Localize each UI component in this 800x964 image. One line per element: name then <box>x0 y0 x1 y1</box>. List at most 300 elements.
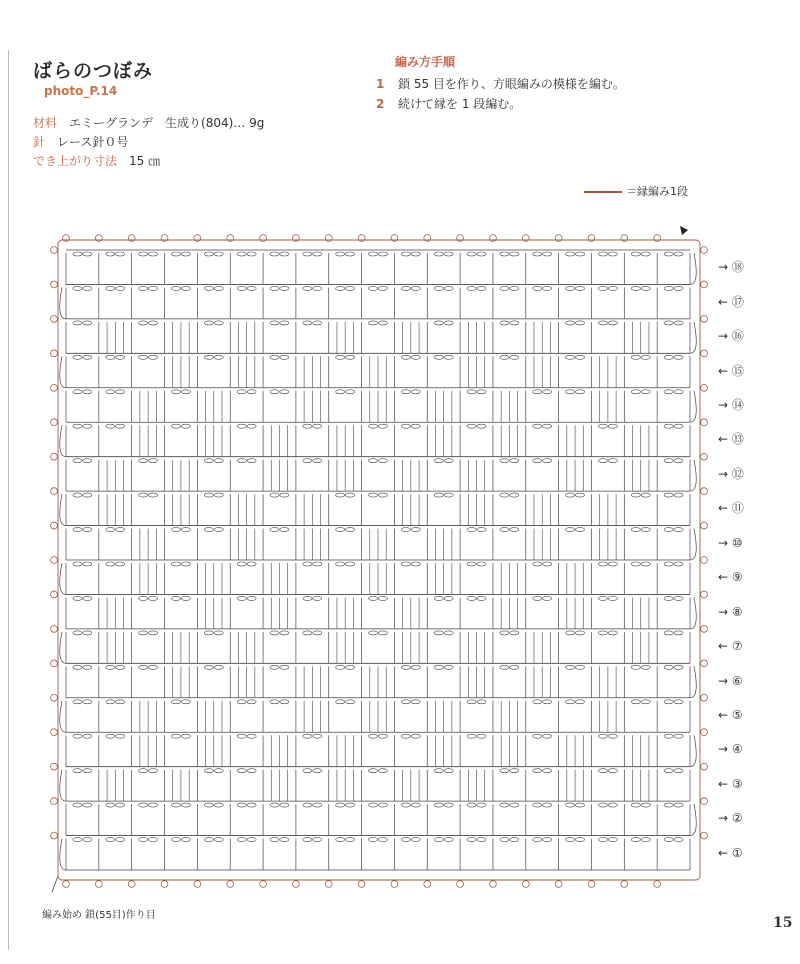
chain-stitch <box>247 769 256 773</box>
chain-stitch <box>510 631 519 635</box>
chain-stitch <box>444 493 453 497</box>
chain-stitch <box>116 665 125 669</box>
picot-stitch <box>701 694 708 701</box>
chain-stitch <box>148 355 157 359</box>
instruction-step <box>376 75 625 92</box>
turning-chain <box>690 735 696 766</box>
chain-stitch <box>566 493 575 497</box>
chain-stitch <box>467 424 476 428</box>
row-label: ← ⑮ <box>718 363 744 378</box>
chain-stitch <box>444 665 453 669</box>
chain-stitch <box>543 734 552 738</box>
chain-stitch <box>434 631 443 635</box>
picot-stitch <box>63 881 70 888</box>
chain-stitch <box>378 424 387 428</box>
chain-stitch <box>336 700 345 704</box>
chain-stitch <box>411 390 420 394</box>
chain-stitch <box>247 424 256 428</box>
chain-stitch <box>575 838 584 842</box>
chain-stitch <box>148 838 157 842</box>
chain-stitch <box>510 493 519 497</box>
chain-stitch <box>533 424 542 428</box>
chain-stitch <box>336 390 345 394</box>
chain-stitch <box>608 838 617 842</box>
chain-stitch <box>467 803 476 807</box>
chain-stitch <box>280 493 289 497</box>
chain-stitch <box>116 562 125 566</box>
picot-stitch <box>701 247 708 254</box>
chain-stitch <box>444 803 453 807</box>
chain-stitch <box>598 838 607 842</box>
chain-stitch <box>598 252 607 256</box>
chain-stitch <box>83 321 92 325</box>
picot-stitch <box>161 881 168 888</box>
chain-stitch <box>73 838 82 842</box>
chain-stitch <box>401 390 410 394</box>
chain-stitch <box>148 631 157 635</box>
chain-stitch <box>270 665 279 669</box>
hook-value: レース針０号 <box>57 135 129 149</box>
chain-stitch <box>477 528 486 532</box>
chain-stitch <box>510 286 519 290</box>
chain-stitch <box>608 769 617 773</box>
chain-stitch <box>575 700 584 704</box>
chain-stitch <box>303 769 312 773</box>
instruction-step <box>376 95 521 112</box>
picot-stitch <box>701 350 708 357</box>
chain-stitch <box>303 252 312 256</box>
chain-stitch <box>148 321 157 325</box>
chain-stitch <box>181 700 190 704</box>
chain-stitch <box>598 596 607 600</box>
chain-stitch <box>73 459 82 463</box>
chain-stitch <box>510 321 519 325</box>
chain-stitch <box>171 803 180 807</box>
chain-stitch <box>664 252 673 256</box>
chain-stitch <box>171 286 180 290</box>
chain-stitch <box>533 596 542 600</box>
picot-stitch <box>325 881 332 888</box>
chain-stitch <box>444 321 453 325</box>
hook-line <box>33 133 128 150</box>
chain-stitch <box>270 631 279 635</box>
chain-stitch <box>181 528 190 532</box>
chain-stitch <box>444 355 453 359</box>
chain-stitch <box>411 562 420 566</box>
chain-stitch <box>598 459 607 463</box>
chain-stitch <box>139 286 148 290</box>
chain-stitch <box>181 562 190 566</box>
chain-stitch <box>106 424 115 428</box>
chain-stitch <box>500 286 509 290</box>
chain-stitch <box>533 390 542 394</box>
chain-stitch <box>83 596 92 600</box>
turning-chain <box>690 597 696 628</box>
chain-stitch <box>510 769 519 773</box>
chain-stitch <box>467 286 476 290</box>
picot-stitch <box>51 453 58 460</box>
chain-stitch <box>214 769 223 773</box>
chain-stitch <box>148 665 157 669</box>
chain-stitch <box>139 596 148 600</box>
chain-stitch <box>247 252 256 256</box>
picot-stitch <box>51 694 58 701</box>
chain-stitch <box>171 700 180 704</box>
chain-stitch <box>148 596 157 600</box>
chain-stitch <box>181 803 190 807</box>
chain-stitch <box>434 838 443 842</box>
chain-stitch <box>664 355 673 359</box>
picot-stitch <box>522 881 529 888</box>
chain-stitch <box>270 321 279 325</box>
chain-stitch <box>83 838 92 842</box>
chain-stitch <box>247 838 256 842</box>
instructions-heading: 編み方手順 <box>395 55 456 69</box>
chain-stitch <box>533 734 542 738</box>
chain-stitch <box>247 803 256 807</box>
chain-stitch <box>237 424 246 428</box>
chain-stitch <box>171 528 180 532</box>
chain-stitch <box>214 803 223 807</box>
chain-stitch <box>368 734 377 738</box>
chain-stitch <box>270 838 279 842</box>
picot-stitch <box>654 881 661 888</box>
turning-chain <box>60 425 66 456</box>
chain-stitch <box>237 459 246 463</box>
chain-stitch <box>500 803 509 807</box>
chain-stitch <box>674 596 683 600</box>
chain-stitch <box>345 355 354 359</box>
chain-stitch <box>73 596 82 600</box>
chain-stitch <box>411 665 420 669</box>
chain-stitch <box>543 803 552 807</box>
chain-stitch <box>631 286 640 290</box>
chain-stitch <box>303 734 312 738</box>
picot-stitch <box>701 453 708 460</box>
chain-stitch <box>368 252 377 256</box>
chain-stitch <box>641 838 650 842</box>
chain-stitch <box>543 838 552 842</box>
chain-stitch <box>510 665 519 669</box>
picot-stitch <box>51 660 58 667</box>
chain-stitch <box>566 252 575 256</box>
chain-stitch <box>664 769 673 773</box>
chain-stitch <box>378 321 387 325</box>
chain-stitch <box>664 459 673 463</box>
chain-stitch <box>270 803 279 807</box>
chain-stitch <box>378 838 387 842</box>
chain-stitch <box>378 769 387 773</box>
materials-key: 材料 <box>33 116 58 130</box>
picot-stitch <box>51 384 58 391</box>
chain-stitch <box>139 665 148 669</box>
chain-stitch <box>608 252 617 256</box>
row-label: ← ③ <box>718 776 743 791</box>
chain-stitch <box>345 528 354 532</box>
chain-stitch <box>608 286 617 290</box>
chain-stitch <box>510 355 519 359</box>
picot-stitch <box>424 881 431 888</box>
chain-stitch <box>641 252 650 256</box>
chain-stitch <box>378 631 387 635</box>
chain-stitch <box>664 803 673 807</box>
picot-stitch <box>194 881 201 888</box>
picot-stitch <box>701 384 708 391</box>
chain-stitch <box>575 665 584 669</box>
chain-stitch <box>543 769 552 773</box>
chain-stitch <box>477 390 486 394</box>
chain-stitch <box>631 665 640 669</box>
chain-stitch <box>510 803 519 807</box>
chain-stitch <box>543 390 552 394</box>
chain-stitch <box>270 700 279 704</box>
chain-stitch <box>204 252 213 256</box>
chain-stitch <box>467 596 476 600</box>
chain-stitch <box>106 252 115 256</box>
chain-stitch <box>608 321 617 325</box>
chain-stitch <box>313 321 322 325</box>
chain-stitch <box>345 803 354 807</box>
chain-stitch <box>106 390 115 394</box>
picot-stitch <box>95 881 102 888</box>
chain-stitch <box>336 286 345 290</box>
row-label: → ⑫ <box>718 466 744 481</box>
chain-stitch <box>674 390 683 394</box>
chain-stitch <box>313 252 322 256</box>
chain-stitch <box>148 803 157 807</box>
chain-stitch <box>204 459 213 463</box>
chain-stitch <box>434 493 443 497</box>
turning-chain <box>60 701 66 732</box>
chain-stitch <box>401 700 410 704</box>
step-text: 鎖 55 目を作り、方眼編みの模様を編む。 <box>398 77 625 91</box>
chain-stitch <box>477 562 486 566</box>
chain-stitch <box>73 528 82 532</box>
turning-chain <box>690 460 696 491</box>
chain-stitch <box>336 528 345 532</box>
chain-stitch <box>467 838 476 842</box>
chain-stitch <box>566 355 575 359</box>
chain-stitch <box>336 493 345 497</box>
chain-stitch <box>500 631 509 635</box>
chain-stitch <box>214 355 223 359</box>
chain-stitch <box>477 734 486 738</box>
picot-stitch <box>701 488 708 495</box>
chain-stitch <box>73 631 82 635</box>
chain-stitch <box>73 355 82 359</box>
chain-stitch <box>106 700 115 704</box>
chain-stitch <box>73 665 82 669</box>
chain-stitch <box>83 355 92 359</box>
chain-stitch <box>345 390 354 394</box>
chain-stitch <box>313 424 322 428</box>
chain-stitch <box>73 493 82 497</box>
turning-chain <box>60 839 66 870</box>
picot-stitch <box>701 522 708 529</box>
chain-stitch <box>313 562 322 566</box>
chain-stitch <box>345 286 354 290</box>
picot-stitch <box>701 557 708 564</box>
picot-stitch <box>701 832 708 839</box>
chain-stitch <box>641 665 650 669</box>
chain-stitch <box>280 355 289 359</box>
picot-stitch <box>701 798 708 805</box>
picot-stitch <box>701 591 708 598</box>
chain-stitch <box>500 252 509 256</box>
picot-stitch <box>51 625 58 632</box>
turning-chain <box>690 322 696 353</box>
chain-stitch <box>368 493 377 497</box>
chain-stitch <box>237 734 246 738</box>
chain-stitch <box>674 562 683 566</box>
chain-stitch <box>641 355 650 359</box>
chain-stitch <box>270 252 279 256</box>
chain-stitch <box>204 528 213 532</box>
chain-stitch <box>106 838 115 842</box>
chain-stitch <box>247 596 256 600</box>
chain-stitch <box>368 459 377 463</box>
picot-stitch <box>621 881 628 888</box>
chain-stitch <box>674 803 683 807</box>
chain-stitch <box>543 252 552 256</box>
chain-stitch <box>510 252 519 256</box>
legend-line-swatch <box>584 191 622 193</box>
chain-stitch <box>631 803 640 807</box>
chain-stitch <box>214 493 223 497</box>
chain-stitch <box>674 355 683 359</box>
chain-stitch <box>608 562 617 566</box>
picot-stitch <box>457 881 464 888</box>
chain-stitch <box>139 493 148 497</box>
chain-stitch <box>83 424 92 428</box>
chain-stitch <box>270 286 279 290</box>
chain-stitch <box>641 390 650 394</box>
picot-stitch <box>260 881 267 888</box>
chain-stitch <box>171 596 180 600</box>
photo-reference: photo_P.14 <box>44 84 118 98</box>
chain-stitch <box>204 286 213 290</box>
chain-stitch <box>214 665 223 669</box>
picot-stitch <box>701 315 708 322</box>
chain-stitch <box>575 390 584 394</box>
chain-stitch <box>411 252 420 256</box>
chain-stitch <box>500 493 509 497</box>
chain-stitch <box>313 838 322 842</box>
chain-stitch <box>181 596 190 600</box>
chain-stitch <box>303 459 312 463</box>
chain-stitch <box>237 252 246 256</box>
chain-stitch <box>116 390 125 394</box>
chain-stitch <box>237 390 246 394</box>
picot-stitch <box>51 522 58 529</box>
chain-stitch <box>270 493 279 497</box>
chain-stitch <box>631 493 640 497</box>
chain-stitch <box>500 838 509 842</box>
chain-stitch <box>336 803 345 807</box>
chain-stitch <box>247 734 256 738</box>
chain-stitch <box>510 459 519 463</box>
chain-stitch <box>73 769 82 773</box>
chain-stitch <box>401 286 410 290</box>
chain-stitch <box>444 838 453 842</box>
chain-stitch <box>608 631 617 635</box>
chain-stitch <box>106 528 115 532</box>
chain-stitch <box>664 528 673 532</box>
chain-stitch <box>401 562 410 566</box>
picot-stitch <box>51 350 58 357</box>
row-label: ← ⑦ <box>718 639 743 654</box>
chain-stitch <box>303 286 312 290</box>
chain-stitch <box>303 321 312 325</box>
picot-stitch <box>701 763 708 770</box>
chain-stitch <box>116 700 125 704</box>
picot-stitch <box>51 832 58 839</box>
page-number: 15 <box>773 915 793 931</box>
chain-stitch <box>204 631 213 635</box>
chain-stitch <box>280 321 289 325</box>
chain-stitch <box>378 734 387 738</box>
chain-stitch <box>641 493 650 497</box>
chain-stitch <box>434 769 443 773</box>
chain-stitch <box>533 803 542 807</box>
chain-stitch <box>598 286 607 290</box>
chain-stitch <box>204 838 213 842</box>
hook-key: 針 <box>33 135 46 149</box>
chain-stitch <box>116 838 125 842</box>
chain-stitch <box>139 355 148 359</box>
row-label: → ④ <box>718 742 743 757</box>
picot-stitch <box>51 557 58 564</box>
chain-stitch <box>444 631 453 635</box>
chain-stitch <box>598 321 607 325</box>
chain-stitch <box>345 493 354 497</box>
chain-stitch <box>477 700 486 704</box>
chain-stitch <box>575 252 584 256</box>
chain-stitch <box>674 493 683 497</box>
chain-stitch <box>631 562 640 566</box>
chain-stitch <box>303 803 312 807</box>
chain-stitch <box>533 769 542 773</box>
picot-stitch <box>292 881 299 888</box>
chain-stitch <box>533 252 542 256</box>
row-label: ← ⑨ <box>718 570 743 585</box>
chain-stitch <box>181 424 190 428</box>
chain-stitch <box>411 803 420 807</box>
chain-stitch <box>401 803 410 807</box>
chain-stitch <box>83 700 92 704</box>
chain-stitch <box>664 700 673 704</box>
chain-stitch <box>368 631 377 635</box>
chain-stitch <box>401 665 410 669</box>
chain-stitch <box>116 803 125 807</box>
chain-stitch <box>83 390 92 394</box>
chain-stitch <box>83 562 92 566</box>
chain-stitch <box>106 355 115 359</box>
chain-stitch <box>280 838 289 842</box>
chain-stitch <box>106 734 115 738</box>
picot-stitch <box>391 881 398 888</box>
chain-stitch <box>566 528 575 532</box>
chain-stitch <box>247 700 256 704</box>
picot-stitch <box>51 315 58 322</box>
chain-stitch <box>181 286 190 290</box>
step-number: 1 <box>376 77 385 91</box>
chain-stitch <box>280 631 289 635</box>
picot-stitch <box>51 729 58 736</box>
chain-stitch <box>664 286 673 290</box>
chain-stitch <box>280 286 289 290</box>
chain-stitch <box>148 459 157 463</box>
